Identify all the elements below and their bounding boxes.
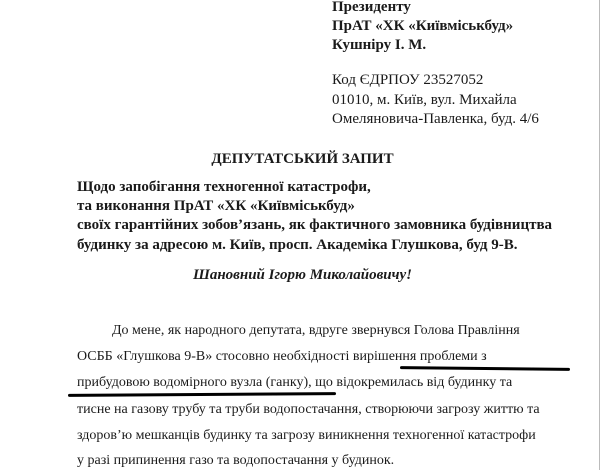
subject-line: будинку за адресою м. Київ, просп. Академіка Глушкова, буд 9-В. [77,237,518,253]
body-line: До мене, як народного депутата, вдруге звернувся Голова Правління [112,323,520,338]
handwritten-underline [68,392,336,397]
handwritten-underline [400,366,570,371]
body-line: здоров’ю мешканців будинку та загрозу виникнення техногенної катастрофи [77,428,536,443]
details-line: Код ЄДРПОУ 23527052 [332,72,484,88]
recipient-line: ПрАТ «ХК «Київміськбуд» [332,18,514,34]
details-line: 01010, м. Київ, вул. Михайла [332,92,517,108]
subject-line: своїх гарантійних зобов’язань, як фактичного замовника будівництва [77,217,553,233]
details-line: Омеляновича-Павленка, буд. 4/6 [332,111,539,127]
subject-line: та виконання ПрАТ «ХК «Київміськбуд» [77,198,355,214]
recipient-line: Кушніру І. М. [332,37,427,53]
subject-line: Щодо запобігання техногенної катастрофи, [77,179,371,195]
body-line: у разі припинення газо та водопостачання у будинок. [77,453,395,468]
document-title: ДЕПУТАТСЬКИЙ ЗАПИТ [211,151,394,167]
body-line: прибудовою водомірного вузла (ганку), що відокремилась від будинку та [77,375,513,390]
body-line: ОСББ «Глушкова 9-В» стосовно необхідності вирішення проблеми з [77,349,487,364]
recipient-line: Президенту [332,0,411,15]
page-edge [599,0,600,470]
greeting: Шановний Ігорю Миколайовичу! [192,267,413,283]
body-line: тисне на газову трубу та труби водопостачання, створюючи загрозу життю та [77,402,540,417]
